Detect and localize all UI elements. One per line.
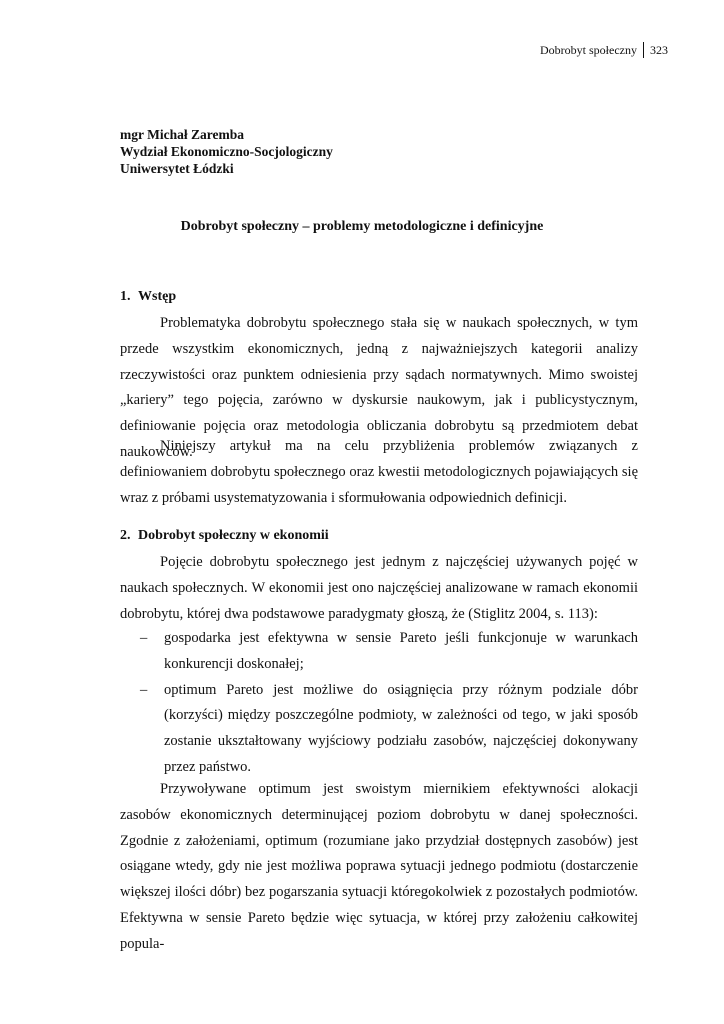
- section-title: Wstęp: [138, 289, 177, 304]
- paragraph: Pojęcie dobrobytu społecznego jest jednym z najczęściej używanych pojęć w naukach społecznych. W ekonomii jest ono najczęściej analizowane w ramach ekonomii dobrobytu, której dwa podstawowe paradygmaty głoszą, że (Stiglitz 2004, s. 113):: [120, 554, 638, 622]
- list-marker: –: [140, 681, 148, 698]
- paragraph: Problematyka dobrobytu społecznego stała się w naukach społecznych, w tym przede wszystkim ekonomicznych, jedną z najważniejszych kategorii analizy rzeczywistości oraz punktem odniesienia przy sądach normatywnych. Mimo swoistej „kariery” tego pojęcia, zarówno w dyskursie naukowym, jak i publicystycznym, definiowanie pojęcia oraz metodologia obliczania dobrobytu są przedmiotem debat naukowców.: [120, 315, 638, 460]
- paragraph: Przywoływane optimum jest swoistym miernikiem efektywności alokacji zasobów ekonomicznych determinującej poziom dobrobytu w danej społeczności. Zgodnie z założeniami, optimum (rozumiane jako przydział dostępnych zasobów) jest osiągane wtedy, gdy nie jest możliwa poprawa sytuacji jednego podmiotu (dostarczenie większej ilości dóbr) bez pogarszania sytuacji któregokolwiek z pozostałych podmiotów. Efektywna w sensie Pareto będzie więc sytuacja, w której przy założeniu całkowitej popula-: [120, 781, 638, 952]
- page-number: 323: [650, 42, 668, 57]
- section-heading-1: [120, 289, 176, 305]
- paradigm-list: [120, 626, 638, 781]
- list-item-text: gospodarka jest efektywna w sensie Pareto jeśli funkcjonuje w warunkach konkurencji doskonałej;: [164, 630, 638, 672]
- running-header: [540, 42, 668, 58]
- author-name: mgr Michał Zaremba: [120, 127, 244, 142]
- list-item-text: optimum Pareto jest możliwe do osiągnięcia przy różnym podziale dóbr (korzyści) między poszczególne podmioty, w zależności od tego, w jaki sposób zostanie ukształtowany wyjściowy podziału zasobów, najczęściej dokonywany przez państwo.: [164, 681, 638, 775]
- article-title: Dobrobyt społeczny – problemy metodologiczne i definicyjne: [180, 219, 544, 234]
- section-number: 2.: [120, 528, 131, 543]
- section-title: Dobrobyt społeczny w ekonomii: [138, 528, 329, 543]
- paragraph: Niniejszy artykuł ma na celu przybliżenia problemów związanych z definiowaniem dobrobytu społecznego oraz kwestii metodologicznych pojawiających się wraz z próbami usystematyzowania i sformułowania odpowiednich definicji.: [120, 438, 638, 506]
- list-marker: –: [140, 630, 148, 646]
- author-faculty: Wydział Ekonomiczno-Socjologiczny: [120, 144, 333, 159]
- header-separator: [643, 42, 644, 58]
- author-university: Uniwersytet Łódzki: [120, 161, 234, 176]
- section-heading-2: [120, 528, 329, 544]
- list-item: [120, 626, 638, 678]
- list-item: [120, 678, 638, 781]
- section-number: 1.: [120, 289, 131, 304]
- running-title: Dobrobyt społeczny: [540, 42, 637, 57]
- author-block: [120, 126, 333, 177]
